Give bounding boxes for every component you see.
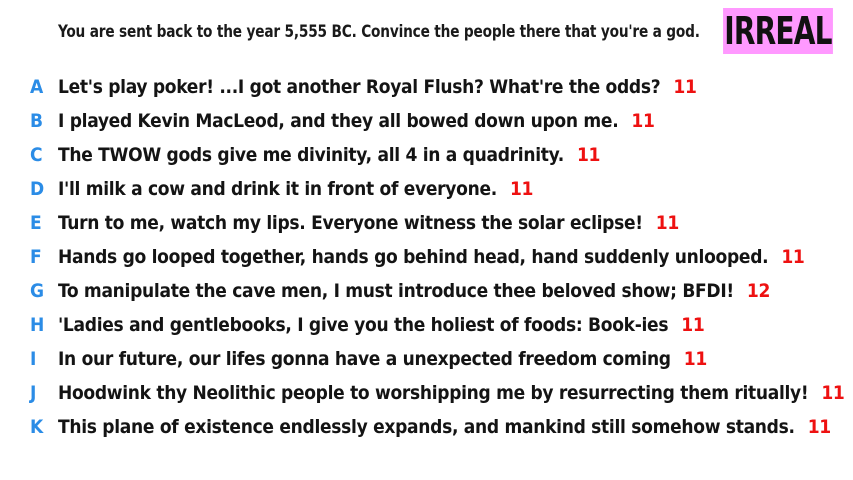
response-body: This plane of existence endlessly expands, and mankind still somehow stands. (58, 416, 795, 438)
response-letter: A (30, 76, 44, 98)
response-body: Let's play poker! ...I got another Royal Flush? What're the odds? (58, 76, 661, 98)
response-text (58, 212, 679, 234)
category-badge: IRREAL (724, 9, 832, 53)
response-score: 11 (781, 246, 805, 268)
response-body: I played Kevin MacLeod, and they all bowed down upon me. (58, 110, 619, 132)
response-score: 11 (807, 416, 831, 438)
response-body: Hands go looped together, hands go behind head, hand suddenly unlooped. (58, 246, 769, 268)
response-letter: C (30, 144, 43, 166)
response-body: In our future, our lifes gonna have a unexpected freedom coming (58, 348, 671, 370)
response-body: The TWOW gods give me divinity, all 4 in a quadrinity. (58, 144, 564, 166)
response-letter: H (30, 314, 45, 336)
response-letter: F (30, 246, 42, 268)
response-letter: E (30, 212, 42, 234)
response-score: 11 (683, 348, 707, 370)
prompt-text: You are sent back to the year 5,555 BC. Convince the people there that you're a god. (58, 22, 700, 41)
response-score: 12 (746, 280, 771, 302)
response-letter: J (30, 382, 37, 404)
response-text (58, 178, 533, 200)
response-text (58, 144, 600, 166)
response-text (58, 110, 655, 132)
response-text (58, 314, 704, 336)
response-score: 11 (509, 178, 534, 200)
response-letter: D (30, 178, 45, 200)
response-text (58, 348, 707, 370)
response-text (58, 416, 831, 438)
response-text (58, 76, 697, 98)
response-text (58, 280, 770, 302)
response-score: 11 (821, 382, 845, 404)
response-letter: K (30, 416, 44, 438)
response-body: Turn to me, watch my lips. Everyone witness the solar eclipse! (58, 212, 643, 234)
response-body: I'll milk a cow and drink it in front of everyone. (58, 178, 497, 200)
response-text (58, 382, 845, 404)
response-score: 11 (631, 110, 655, 132)
response-body: To manipulate the cave men, I must introduce thee beloved show; BFDI! (58, 280, 734, 302)
response-score: 11 (681, 314, 705, 336)
response-letter: I (30, 348, 37, 370)
response-body: Hoodwink thy Neolithic people to worshipping me by resurrecting them ritually! (58, 382, 809, 404)
response-text (58, 246, 805, 268)
response-score: 11 (655, 212, 679, 234)
response-letter: B (30, 110, 44, 132)
response-letter: G (30, 280, 45, 302)
response-body: 'Ladies and gentlebooks, I give you the holiest of foods: Book-ies (58, 314, 669, 336)
response-score: 11 (576, 144, 601, 166)
response-score: 11 (673, 76, 697, 98)
